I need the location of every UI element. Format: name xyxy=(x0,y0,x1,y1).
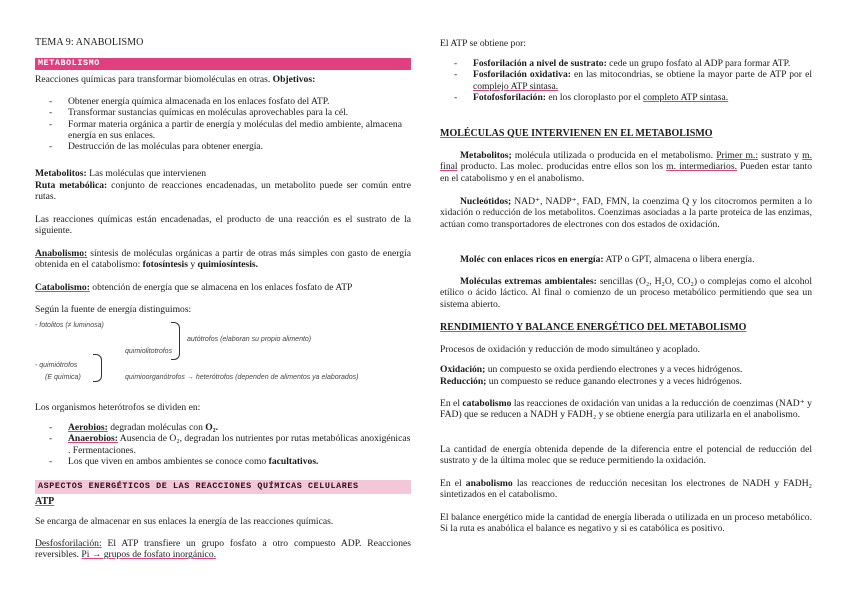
list-item xyxy=(440,92,812,103)
desfos-text: El ATP transfiere un grupo fosfato a otro compuesto ADP. Reacciones reversibles. xyxy=(35,538,411,561)
ambos-text: Los que viven en ambos ambientes se conoce como xyxy=(68,455,269,467)
anabolismo-text: En el xyxy=(440,478,466,489)
page-title: TEMA 9: ANABOLISMO xyxy=(35,37,144,48)
oxidacion-text: un compuesto se oxida perdiendo electrones y a veces hidrógenos. xyxy=(485,364,743,375)
list-item xyxy=(35,422,411,433)
desfosforilacion-def xyxy=(35,538,411,561)
item-label: Fosforilación oxidativa: xyxy=(473,69,571,81)
procesos-text: Procesos de oxidación y reducción de modo simultáneo y acoplado. xyxy=(440,344,701,355)
nucleotidos-paragraph xyxy=(440,196,812,230)
extremas-label: Moléculas extremas ambientales: xyxy=(460,276,597,287)
anabolismo-paragraph xyxy=(440,478,812,501)
objective-item: - Destrucción de las moléculas para obtener energía. xyxy=(35,141,411,152)
heterotrofos-text: Los organismos heterótrofos se dividen en: xyxy=(35,402,201,413)
metabolitos-def xyxy=(35,168,411,179)
objective-item: - Obtener energía química almacenada en los enlaces fosfato del ATP. xyxy=(35,96,411,107)
desfos-link: Pi → grupos de fosfato inorgánico. xyxy=(81,549,217,561)
heterotrofos-list xyxy=(35,422,411,467)
metabolitos-text: sustrato y xyxy=(758,150,803,161)
facultativos-bold: facultativos. xyxy=(268,455,319,467)
moleculas-heading: MOLÉCULAS QUE INTERVIENEN EN EL METABOLISMO xyxy=(440,128,713,139)
item-link: completo ATP sintasa. xyxy=(643,91,729,103)
anaerobios-text: Ausencia de O₂, degradan los nutrientes por rutas metabólicas anoxigénicas . Fermentaciones. xyxy=(68,433,411,456)
metabolitos-text: producto. Las molec. producidas entre ellos son los xyxy=(457,161,667,173)
catabolismo-label: Catabolismo: xyxy=(35,282,90,293)
quimiosintesis-bold: quimiosíntesis. xyxy=(197,259,259,271)
metabolitos-label: Metabolitos: xyxy=(35,168,87,179)
balance-paragraph: El balance energético mide la cantidad de energía liberada o utilizada en un proceso metabólico. Si la ruta es anabólica el balance es negativo y si es catabólica es positivo. xyxy=(440,512,812,535)
diagram-brace xyxy=(171,322,180,360)
reduccion-label: Reducción; xyxy=(440,376,487,387)
m-final: m. final xyxy=(440,150,812,173)
desfos-label: Desfosforilación: xyxy=(35,538,102,549)
ruta-text: conjunto de reacciones encadenadas, un metabolito puede ser común entre rutas. xyxy=(35,180,412,203)
catabolismo-paragraph xyxy=(440,398,812,421)
energy-source-diagram xyxy=(35,320,411,390)
catabolismo-bold: catabolismo xyxy=(462,398,512,409)
metabolitos-paragraph xyxy=(440,150,812,184)
nucleotidos-label: Nucleótidos; xyxy=(460,196,512,207)
list-item xyxy=(440,58,812,69)
metabolitos-label: Metabolitos; xyxy=(460,150,512,161)
atp-obtencion-intro: El ATP se obtiene por: xyxy=(440,38,526,49)
metabolitos-text: Pueden estar tanto en el catabolismo y en el anabolismo. xyxy=(440,161,812,184)
fotosintesis-bold: fotosíntesis xyxy=(142,259,188,271)
atp-obtencion-list xyxy=(440,58,812,103)
anabolismo-text: las reacciones de reducción necesitan los electrones de NADH y FADH₂ sintetizados en el catabolismo. xyxy=(440,478,812,501)
item-link: complejo ATP sintasa. xyxy=(473,80,559,92)
fuente-text: Según la fuente de energía distinguimos: xyxy=(35,304,192,315)
metabolitos-text: molécula utilizada o producida en el metabolismo. xyxy=(511,150,717,161)
list-item xyxy=(35,456,411,467)
catabolismo-def xyxy=(35,282,411,293)
reduccion-def xyxy=(440,376,812,387)
item-text: en los cloroplasto por el xyxy=(546,91,643,103)
molec-ricos-paragraph xyxy=(440,254,812,265)
catabolismo-text: En el xyxy=(440,398,463,409)
section-header-aspectos: ASPECTOS ENERGÉTICOS DE LAS REACCIONES QUÍMICAS CELULARES xyxy=(35,480,411,494)
diagram-e-quimica: (E química) xyxy=(45,374,81,381)
objectives-list xyxy=(35,96,411,153)
catabolismo-text: las reacciones de oxidación van unidas a la reducción de coenzimas (NAD⁺ y FAD) que se reducen a NADH y FADH₂ y se obtiene energía para utilizarla en el anabolismo. xyxy=(440,398,812,421)
reduccion-text: un compuesto se reduce ganando electrones y a veces hidrógenos. xyxy=(486,376,742,387)
diagram-quimiotrofos: - quimiótrofos xyxy=(35,362,78,369)
anabolismo-bold: anabolismo xyxy=(465,478,513,489)
diagram-quimioorganotrofos: quimioorganótrofos → heterótrofos (dependen de alimentos ya elaborados) xyxy=(125,374,359,381)
metabolitos-text: Las moléculas que intervienen xyxy=(86,168,207,179)
item-label: Fosforilación a nivel de sustrato: xyxy=(473,58,607,69)
molec-text: ATP o GPT, almacena o libera energía. xyxy=(603,254,755,265)
primer-m: Primer m.: xyxy=(716,150,759,161)
o2-bold: O₂. xyxy=(205,422,219,433)
item-text: en las mitocondrias, se obtiene la mayor parte de ATP por el xyxy=(570,69,812,81)
cantidad-paragraph: La cantidad de energía obtenida depende de la diferencia entre el potencial de reducción del sustrato y de la última molec que se reduce permitiendo la oxidación. xyxy=(440,444,812,467)
list-item xyxy=(35,433,411,456)
extremas-paragraph xyxy=(440,276,812,310)
diagram-autotrofos: autótrofos (elaboran su propio alimento) xyxy=(187,336,312,343)
objetivos-label: Objetivos: xyxy=(272,74,316,85)
intro-text: Reacciones químicas para transformar biomoléculas en otras. xyxy=(35,74,273,85)
oxidacion-def xyxy=(440,364,812,375)
anabolismo-text: síntesis de moléculas orgánicas a partir de otras más simples con gasto de energía obtenida en el catabolismo: xyxy=(35,248,411,271)
anabolismo-label: Anabolismo: xyxy=(35,248,88,259)
diagram-fotolitos: - fotolitos (≠ luminosa) xyxy=(35,322,104,329)
rendimiento-heading: RENDIMIENTO Y BALANCE ENERGÉTICO DEL METABOLISMO xyxy=(440,322,747,333)
molec-label: Moléc con enlaces ricos en energía: xyxy=(460,254,604,265)
diagram-quimiolitotrofos: quimiolitotrofos xyxy=(125,348,173,355)
ruta-def xyxy=(35,180,411,203)
oxidacion-label: Oxidación; xyxy=(440,364,486,375)
item-label: Fotofosforilación: xyxy=(473,91,547,103)
anaerobios-label: Anaerobios: xyxy=(68,433,118,445)
aerobios-label: Aerobios: xyxy=(68,422,108,433)
item-text: cede un grupo fosfato al ADP para formar ATP. xyxy=(606,58,791,69)
diagram-brace xyxy=(93,354,102,382)
metabolismo-intro xyxy=(35,74,411,85)
objective-item: - Formar materia orgánica a partir de energía y moléculas del medio ambiente, almacena energía en sus enlaces. xyxy=(35,119,411,142)
aerobios-text: degradan moléculas con xyxy=(107,422,206,433)
extremas-text: sencillas (O₂, H₂O, CO₂) o complejas como el alcohol etílico o ácido láctico. Al final o comienzo de un proceso metabólico permitiendo que sea un sistema abierto. xyxy=(440,276,812,310)
objective-item: - Transformar sustancias químicas en moléculas aprovechables para la cél. xyxy=(35,107,411,118)
anabolismo-def xyxy=(35,248,411,271)
atp-heading: ATP xyxy=(35,496,55,507)
m-intermediarios: m. intermediarios. xyxy=(666,161,737,173)
ruta-label: Ruta metabólica: xyxy=(35,180,108,191)
list-item xyxy=(440,69,812,92)
catabolismo-text: obtención de energía que se almacena en los enlaces fosfato de ATP xyxy=(89,282,353,293)
anabolismo-y: y xyxy=(187,259,198,271)
reacciones-text: Las reacciones químicas están encadenadas, el producto de una reacción es el sustrato de la siguiente. xyxy=(35,214,411,237)
atp-text: Se encarga de almacenar en sus enlaces la energía de las reacciones químicas. xyxy=(35,516,334,527)
nucleotidos-text: NAD⁺, NADP⁺, FAD, FMN, la coenzima Q y los citocromos permiten a lo xidación o reducción de los metabolitos. Coenzimas asociadas a la parte proteica de las enzimas, actúan como transportadores de electrones con dos estados de oxidación. xyxy=(440,196,812,230)
section-header-metabolismo: METABOLISMO xyxy=(35,58,411,70)
